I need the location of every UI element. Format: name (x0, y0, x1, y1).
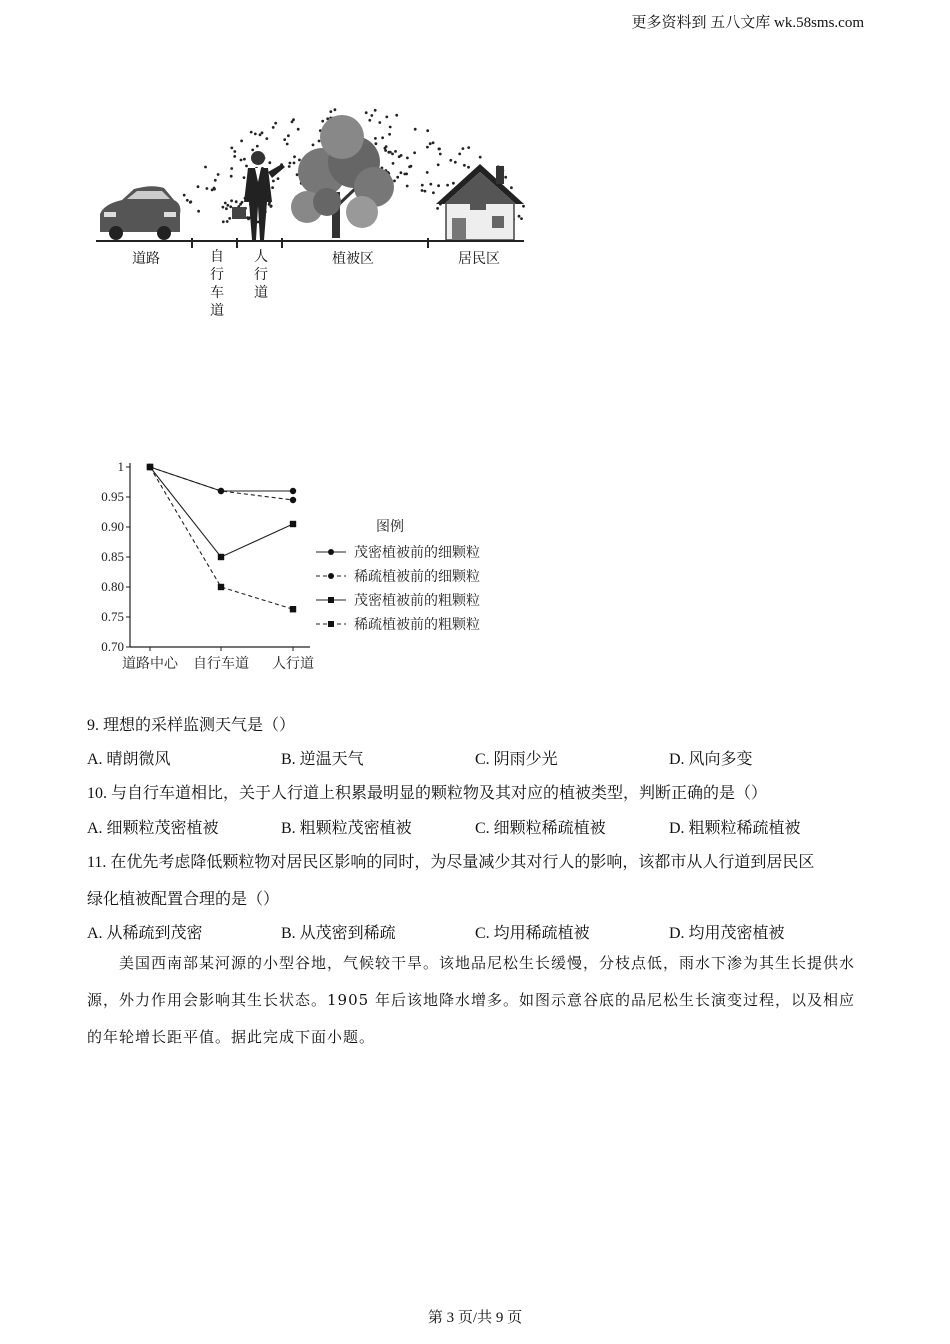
particle-dot (297, 128, 300, 131)
legend-label: 茂密植被前的细颗粒 (354, 545, 480, 561)
particle-dot (245, 165, 248, 168)
chart-svg (90, 455, 530, 680)
particle-dot (217, 173, 220, 176)
particle-dot (522, 205, 525, 208)
particle-dot (429, 183, 432, 186)
particle-dot (467, 166, 470, 169)
question-11-stem-line2: 绿化植被配置合理的是（） (87, 891, 280, 908)
car-icon (100, 186, 180, 240)
particle-dot (388, 133, 391, 136)
particle-dot (222, 206, 225, 209)
y-tick-label: 0.80 (101, 579, 124, 594)
particle-dot (385, 116, 388, 119)
particle-dot (438, 148, 441, 151)
particle-dot (400, 171, 403, 174)
zone-label-sidewalk (254, 248, 268, 302)
particle-dot (437, 184, 440, 187)
particle-dot (259, 133, 262, 136)
data-point (290, 488, 296, 494)
pedestrian-icon (232, 151, 285, 240)
data-point (290, 497, 296, 503)
particle-dot (510, 186, 513, 189)
y-tick-label: 1 (117, 459, 124, 474)
zone-char: 车 (210, 285, 224, 301)
particle-dot (271, 186, 274, 189)
particle-dot (452, 182, 455, 185)
data-point (290, 521, 296, 527)
zone-char: 道 (254, 285, 268, 301)
particle-dot (375, 142, 378, 145)
particle-dot (274, 122, 277, 125)
particle-dot (233, 155, 236, 158)
particle-dot (318, 140, 321, 143)
zone-label-vegetation: 植被区 (332, 251, 374, 267)
particle-dot (240, 140, 243, 143)
particle-dot (214, 179, 217, 182)
particle-dot (400, 154, 403, 157)
page-number: 第 3 页/共 9 页 (427, 1310, 523, 1326)
road-vegetation-diagram (92, 92, 532, 332)
zone-char: 人 (254, 249, 268, 265)
particle-ratio-chart (90, 455, 530, 680)
question-11-option-b: B. 从茂密到稀疏 (281, 925, 396, 942)
particle-dot (272, 180, 275, 183)
particle-dot (462, 147, 465, 150)
particle-dot (432, 191, 435, 194)
particle-dot (206, 187, 209, 190)
particle-dot (261, 131, 264, 134)
x-tick-label: 自行车道 (193, 656, 249, 672)
particle-dot (413, 151, 416, 154)
particle-dot (395, 114, 398, 117)
tree-icon (291, 115, 394, 238)
data-point (147, 464, 153, 470)
particle-dot (406, 157, 409, 160)
particle-dot (229, 205, 232, 208)
particle-dot (410, 165, 413, 168)
diagram-illustration (92, 92, 532, 252)
particle-dot (291, 120, 294, 123)
particle-dot (268, 161, 271, 164)
particle-dot (230, 147, 233, 150)
particle-dot (396, 176, 399, 179)
particle-dot (381, 136, 384, 139)
particle-dot (204, 166, 207, 169)
particle-dot (228, 217, 231, 220)
particle-dot (467, 146, 470, 149)
particle-dot (235, 200, 238, 203)
particle-dot (378, 121, 381, 124)
particle-dot (426, 129, 429, 132)
particle-dot (293, 162, 296, 165)
series-line (150, 467, 293, 491)
particle-dot (286, 143, 289, 146)
particle-dot (421, 184, 424, 187)
particle-dot (256, 145, 259, 148)
particle-dot (421, 189, 424, 192)
particle-dot (504, 176, 507, 179)
particle-dot (251, 149, 254, 152)
legend-label: 稀疏植被前的粗颗粒 (354, 617, 480, 633)
particle-dot (222, 220, 225, 223)
question-11-option-c: C. 均用稀疏植被 (475, 925, 590, 942)
zone-char: 道 (210, 303, 224, 319)
particle-dot (183, 194, 186, 197)
particle-dot (458, 153, 461, 156)
data-point (290, 606, 296, 612)
particle-dot (272, 126, 275, 129)
particle-dot (385, 145, 388, 148)
question-10-stem: 10. 与自行车道相比，关于人行道上积累最明显的颗粒物及其对应的植被类型，判断正确的是（） (87, 785, 768, 802)
particle-dot (479, 156, 482, 159)
particle-dot (243, 176, 246, 179)
header-source-note: 更多资料到 五八文库 wk.58sms.com (631, 15, 864, 31)
particle-dot (437, 163, 440, 166)
particle-dot (243, 158, 246, 161)
question-9-option-d: D. 风向多变 (669, 751, 753, 768)
particle-dot (240, 159, 243, 162)
particle-dot (186, 199, 189, 202)
particle-dot (391, 153, 394, 156)
particle-dot (387, 151, 390, 154)
question-10-option-d: D. 粗颗粒稀疏植被 (669, 820, 801, 837)
particle-dot (393, 180, 396, 183)
particle-dot (230, 167, 233, 170)
particle-dot (189, 201, 192, 204)
particle-dot (247, 218, 250, 221)
particle-dot (432, 141, 435, 144)
particle-dot (250, 131, 253, 134)
particle-dot (518, 215, 521, 218)
particle-dot (374, 137, 377, 140)
particle-dot (254, 133, 257, 136)
data-point (218, 584, 224, 590)
particle-dot (230, 199, 233, 202)
zone-label-road: 道路 (132, 251, 160, 267)
particle-dot (289, 162, 292, 165)
y-tick-label: 0.95 (101, 489, 124, 504)
zone-char: 行 (254, 267, 268, 283)
y-tick-label: 0.75 (101, 609, 124, 624)
particle-dot (230, 175, 233, 178)
particle-dot (265, 137, 268, 140)
legend-marker (328, 621, 334, 627)
data-point (218, 554, 224, 560)
particle-dot (233, 150, 236, 153)
legend-marker (328, 549, 334, 555)
particle-dot (287, 134, 290, 137)
particle-dot (197, 210, 200, 213)
particle-dot (394, 150, 397, 153)
particle-dot (424, 190, 427, 193)
particle-dot (446, 184, 449, 187)
particle-dot (241, 201, 244, 204)
zone-char: 行 (210, 267, 224, 283)
question-10-option-c: C. 细颗粒稀疏植被 (475, 820, 606, 837)
question-9-option-a: A. 晴朗微风 (87, 751, 171, 768)
house-icon (436, 164, 524, 240)
zone-label-residential: 居民区 (458, 251, 500, 267)
particle-dot (426, 146, 429, 149)
zone-label-bike-lane (210, 248, 224, 320)
particle-dot (365, 111, 368, 114)
passage-paragraph: 美国西南部某河源的小型谷地，气候较干旱。该地品尼松生长缓慢，分枝点低，雨水下渗为其生长提供水源，外力作用会影响其生长状态。1905 年后该地降水增多。如图示意谷底的品尼松生长演变过程，以及相应的年轮增长距平值。据此完成下面小题。 (87, 954, 856, 1046)
question-10-option-b: B. 粗颗粒茂密植被 (281, 820, 412, 837)
particle-dot (329, 110, 332, 113)
particle-dot (283, 138, 286, 141)
particle-dot (436, 207, 439, 210)
particle-dot (298, 159, 301, 162)
particle-dot (405, 173, 408, 176)
y-tick-label: 0.85 (101, 549, 124, 564)
question-9-option-b: B. 逆温天气 (281, 751, 364, 768)
particle-dot (334, 108, 337, 111)
particle-dot (370, 114, 373, 117)
particle-dot (224, 202, 227, 205)
particle-dot (449, 159, 452, 162)
question-9-option-c: C. 阴雨少光 (475, 751, 558, 768)
data-point (218, 488, 224, 494)
question-11-option-d: D. 均用茂密植被 (669, 925, 785, 942)
particle-dot (439, 153, 442, 156)
y-tick-label: 0.70 (101, 639, 124, 654)
legend-label: 稀疏植被前的细颗粒 (354, 569, 480, 585)
particle-dot (312, 144, 315, 147)
legend-label: 茂密植被前的粗颗粒 (354, 593, 480, 609)
particle-dot (414, 128, 417, 131)
particle-dot (197, 185, 200, 188)
particle-dot (392, 162, 395, 165)
particle-dot (406, 185, 409, 188)
particle-dot (321, 120, 324, 123)
particle-dot (277, 177, 280, 180)
legend-marker (328, 597, 334, 603)
particle-dot (463, 164, 466, 167)
question-9-stem: 9. 理想的采样监测天气是（） (87, 717, 296, 734)
series-line (150, 467, 293, 557)
particle-dot (368, 119, 371, 122)
particle-dot (389, 126, 392, 129)
legend-marker (328, 573, 334, 579)
particle-dot (225, 207, 228, 210)
y-tick-label: 0.90 (101, 519, 124, 534)
legend-title: 图例 (376, 519, 404, 535)
particle-dot (520, 217, 523, 220)
particle-dot (454, 161, 457, 164)
particle-dot (226, 204, 229, 207)
particle-dot (288, 165, 291, 168)
particle-dot (270, 205, 273, 208)
particle-dot (213, 188, 216, 191)
particle-dot (374, 109, 377, 112)
x-tick-label: 人行道 (272, 656, 314, 672)
question-11-option-a: A. 从稀疏到茂密 (87, 925, 203, 942)
particle-dot (426, 171, 429, 174)
particle-dot (293, 155, 296, 158)
question-11-stem-line1: 11. 在优先考虑降低颗粒物对居民区影响的同时，为尽量减少其对行人的影响，该都市从人行道到居民区 (87, 854, 815, 871)
particle-dot (429, 142, 432, 145)
zone-char: 自 (210, 249, 224, 265)
particle-dot (226, 220, 229, 223)
x-tick-label: 道路中心 (122, 656, 178, 672)
question-10-option-a: A. 细颗粒茂密植被 (87, 820, 219, 837)
